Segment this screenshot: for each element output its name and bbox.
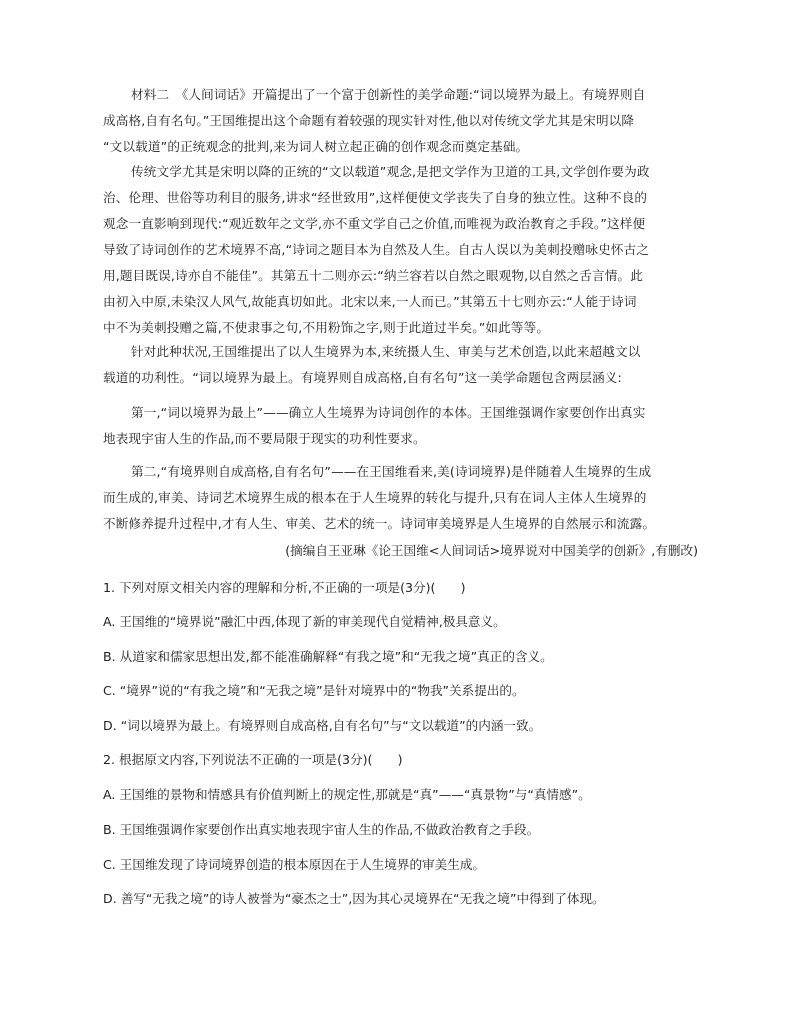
text-line: 治、伦理、世俗等功利目的服务,讲求“经世致用”,这样便使文学丧失了自身的独立性。这种不良的 — [103, 190, 648, 205]
text-line: 用,题目既误,诗亦自不能佳”。其第五十二则亦云:“纳兰容若以自然之眼观物,以自然之舌言情。此 — [103, 268, 643, 283]
question-1-option-b: B. 从道家和儒家思想出发,都不能准确解释“有我之境”和“无我之境”真正的含义。 — [103, 649, 553, 664]
question-1-stem: 1. 下列对原文相关内容的理解和分析,不正确的一项是(3分)( ) — [103, 580, 466, 595]
paragraph-second-meaning — [103, 459, 698, 537]
text-line: 针对此种状况,王国维提出了以人生境界为本,来统摄人生、审美与艺术创造,以此来超越文以 — [131, 344, 641, 359]
paragraph-material-intro — [103, 82, 698, 160]
text-line: 第一,“词以境界为最上”——确立人生境界为诗词创作的本体。王国维强调作家要创作出真实 — [131, 405, 646, 420]
question-2-option-d: D. 善写“无我之境”的诗人被誉为“豪杰之士”,因为其心灵境界在“无我之境”中得到了体现。 — [103, 891, 605, 906]
text-line: 导致了诗词创作的艺术境界不高,“诗词之题目本为自然及人生。自古人误以为美刺投赠咏史怀古之 — [103, 242, 650, 257]
paragraph-first-meaning — [103, 400, 698, 452]
text-line: 成高格,自有名句。”王国维提出这个命题有着较强的现实针对性,他以对传统文学尤其是宋明以降 — [103, 113, 635, 128]
text-line: 传统文学尤其是宋明以降的正统的“文以载道”观念,是把文学作为卫道的工具,文学创作要为政 — [131, 164, 650, 179]
text-line: 中不为美刺投赠之篇,不使隶事之句,不用粉饰之字,则于此道过半矣。”如此等等。 — [103, 320, 550, 335]
text-line: 由初入中原,未染汉人风气,故能真切如此。北宋以来,一人而已。”其第五十七则亦云:“人能于诗词 — [103, 294, 637, 309]
text-line: 第二,“有境界则自成高格,自有名句”——在王国维看来,美(诗词境界)是伴随着人生境界的生成 — [131, 464, 652, 479]
paragraph-response — [103, 339, 698, 391]
text-line: 观念一直影响到现代:“观近数年之文学,亦不重文学自己之价值,而唯视为政治教育之手段。”这样便 — [103, 216, 646, 231]
question-2-option-c: C. 王国维发现了诗词境界创造的根本原因在于人生境界的审美生成。 — [103, 857, 486, 872]
question-1-option-a: A. 王国维的“境界说”融汇中西,体现了新的审美现代自觉精神,极具意义。 — [103, 614, 506, 629]
text-line: 地表现宇宙人生的作品,而不要局限于现实的功利性要求。 — [103, 431, 426, 446]
paragraph-tradition — [103, 159, 698, 341]
question-1-option-c: C. “境界”说的“有我之境”和“无我之境”是针对境界中的“物我”关系提出的。 — [103, 683, 525, 698]
question-1-option-d: D. “词以境界为最上。有境界则自成高格,自有名句”与“文以载道”的内涵一致。 — [103, 718, 542, 733]
text-line: 不断修养提升过程中,才有人生、审美、艺术的统一。诗词审美境界是人生境界的自然展示和流露。 — [103, 516, 656, 531]
question-2-option-b: B. 王国维强调作家要创作出真实地表现宇宙人生的作品,不做政治教育之手段。 — [103, 822, 540, 837]
question-2-option-a: A. 王国维的景物和情感具有价值判断上的规定性,那就是“真”——“真景物”与“真情感”。 — [103, 787, 591, 802]
text-line: “文以载道”的正统观念的批判,来为词人树立起正确的创作观念而奠定基础。 — [103, 139, 529, 154]
question-2-stem: 2. 根据原文内容,下列说法不正确的一项是(3分)( ) — [103, 752, 403, 767]
text-line: 而生成的,审美、诗词艺术境界生成的根本在于人生境界的转化与提升,只有在词人主体人生境界的 — [103, 490, 647, 505]
text-line: 材料二 《人间词话》开篇提出了一个富于创新性的美学命题:“词以境界为最上。有境界则自 — [131, 87, 646, 102]
text-line: 载道的功利性。“词以境界为最上。有境界则自成高格,自有名句”这一美学命题包含两层涵义: — [103, 370, 622, 385]
source-citation: (摘编自王亚琳《论王国维<人间词话>境界说对中国美学的创新》,有删改) — [285, 543, 698, 558]
